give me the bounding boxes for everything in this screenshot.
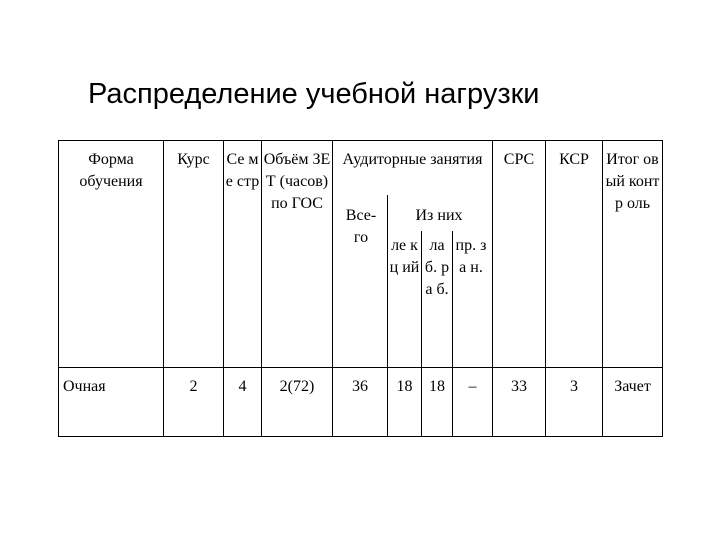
header-of-them-label: Из них bbox=[415, 207, 463, 224]
header-srs-label: СРС bbox=[503, 151, 535, 168]
cell-result-value: Зачет bbox=[614, 378, 651, 395]
table-header-row bbox=[59, 141, 663, 368]
cell-form bbox=[59, 368, 164, 437]
cell-course-value: 2 bbox=[189, 378, 198, 395]
header-volume bbox=[262, 141, 333, 368]
header-volume-label: Объём ЗЕТ (часов) по ГОС bbox=[263, 151, 331, 212]
header-result-label: Итог овый контр оль bbox=[605, 151, 660, 212]
header-course bbox=[164, 141, 224, 368]
header-ksr-label: КСР bbox=[559, 151, 589, 168]
header-course-label: Курс bbox=[177, 151, 210, 168]
header-semester bbox=[224, 141, 262, 368]
cell-result bbox=[603, 368, 663, 437]
header-auditory bbox=[333, 141, 493, 368]
cell-srs-value: 33 bbox=[511, 378, 527, 395]
page-title: Распределение учебной нагрузки bbox=[88, 78, 540, 110]
header-form bbox=[59, 141, 164, 368]
header-ksr bbox=[546, 141, 603, 368]
cell-volume-value: 2(72) bbox=[279, 378, 315, 395]
cell-labs-value: 18 bbox=[429, 378, 445, 395]
header-semester-label: Се ме стр bbox=[225, 151, 260, 190]
cell-practice-value: – bbox=[468, 378, 477, 395]
cell-form-value: Очная bbox=[63, 378, 106, 395]
header-srs bbox=[493, 141, 546, 368]
cell-lectures-value: 18 bbox=[396, 378, 413, 395]
header-result bbox=[603, 141, 663, 368]
header-lectures-label: ле кц ий bbox=[389, 237, 420, 276]
cell-ksr-value: 3 bbox=[570, 378, 578, 395]
table-row bbox=[59, 368, 663, 437]
cell-semester bbox=[224, 368, 262, 437]
cell-ksr bbox=[546, 368, 603, 437]
header-auditory-label: Аудиторные занятия bbox=[342, 151, 483, 168]
divider bbox=[387, 195, 388, 367]
header-form-label: Форма обучения bbox=[79, 151, 143, 190]
workload-table bbox=[58, 140, 663, 437]
cell-auditory bbox=[333, 368, 493, 437]
cell-semester-value: 4 bbox=[238, 378, 247, 395]
cell-total-value: 36 bbox=[352, 378, 368, 395]
cell-volume bbox=[262, 368, 333, 437]
cell-course bbox=[164, 368, 224, 437]
header-total-label: Все- го bbox=[345, 207, 377, 246]
cell-srs bbox=[493, 368, 546, 437]
header-labs-label: ла б. ра б. bbox=[424, 237, 450, 298]
header-practice-label: пр. за н. bbox=[455, 237, 487, 276]
